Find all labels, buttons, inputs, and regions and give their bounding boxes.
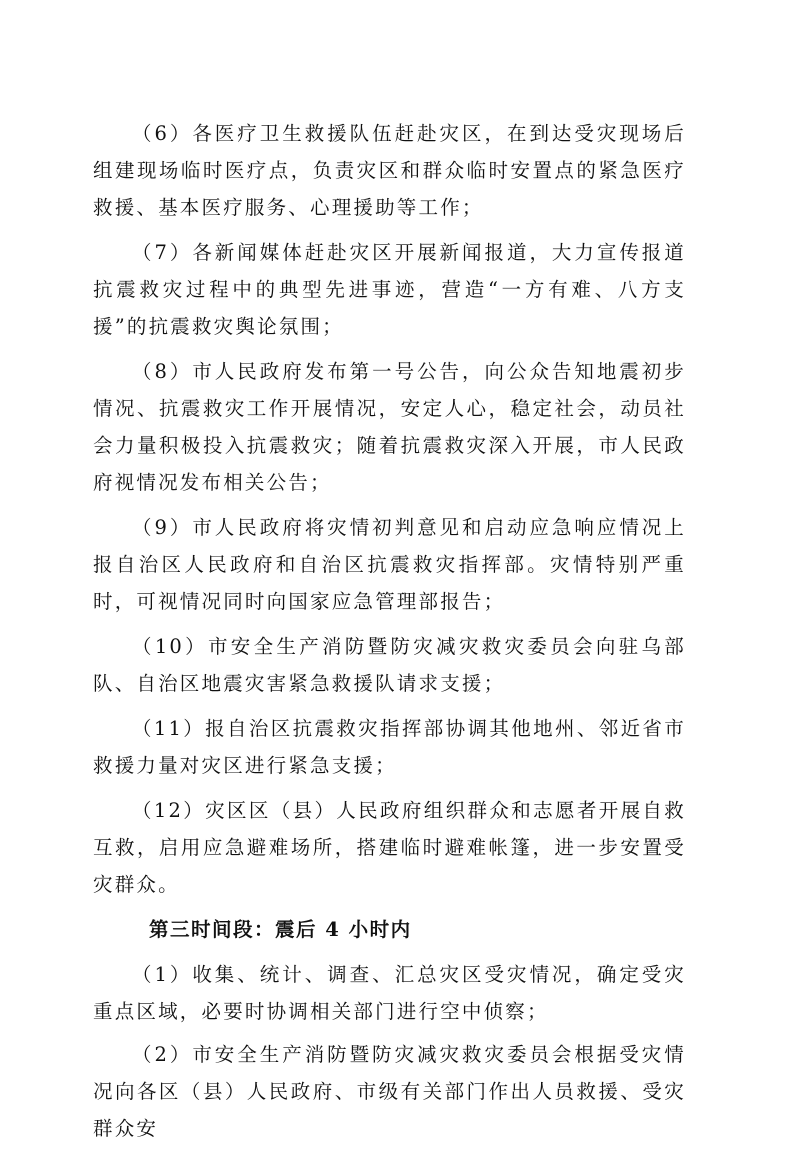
paragraph-item-12: （12）灾区区（县）人民政府组织群众和志愿者开展自救互救，启用应急避难场所，搭建临时避难帐篷，进一步安置受灾群众。: [93, 799, 686, 896]
paragraph-item-2: （2）市安全生产消防暨防灾减灾救灾委员会根据受灾情况向各区（县）人民政府、市级有关部门作出人员救援、受灾群众安: [93, 1043, 686, 1140]
paragraph-item-7: （7）各新闻媒体赶赴灾区开展新闻报道，大力宣传报道抗震救灾过程中的典型先进事迹，营造“一方有难、八方支援”的抗震救灾舆论氛围；: [93, 241, 686, 338]
paragraph-item-10: （10）市安全生产消防暨防灾减灾救灾委员会向驻乌部队、自治区地震灾害紧急救援队请求支援；: [93, 635, 686, 695]
paragraph-item-9: （9）市人民政府将灾情初判意见和启动应急响应情况上报自治区人民政府和自治区抗震救灾指挥部。灾情特别严重时，可视情况同时向国家应急管理部报告；: [93, 516, 686, 613]
paragraph-item-6: （6）各医疗卫生救援队伍赶赴灾区，在到达受灾现场后组建现场临时医疗点，负责灾区和群众临时安置点的紧急医疗救援、基本医疗服务、心理援助等工作；: [93, 122, 686, 219]
paragraph-item-1: （1）收集、统计、调查、汇总灾区受灾情况，确定受灾重点区域，必要时协调相关部门进行空中侦察；: [93, 963, 686, 1023]
paragraph-item-11: （11）报自治区抗震救灾指挥部协调其他地州、邻近省市救援力量对灾区进行紧急支援；: [93, 717, 686, 777]
paragraph-item-8: （8）市人民政府发布第一号公告，向公众告知地震初步情况、抗震救灾工作开展情况，安定人心，稳定社会，动员社会力量积极投入抗震救灾；随着抗震救灾深入开展，市人民政府视情况发布相关公告；: [93, 360, 686, 494]
section-heading: 第三时间段：震后 4 小时内: [149, 918, 412, 941]
document-body: [93, 115, 686, 1153]
